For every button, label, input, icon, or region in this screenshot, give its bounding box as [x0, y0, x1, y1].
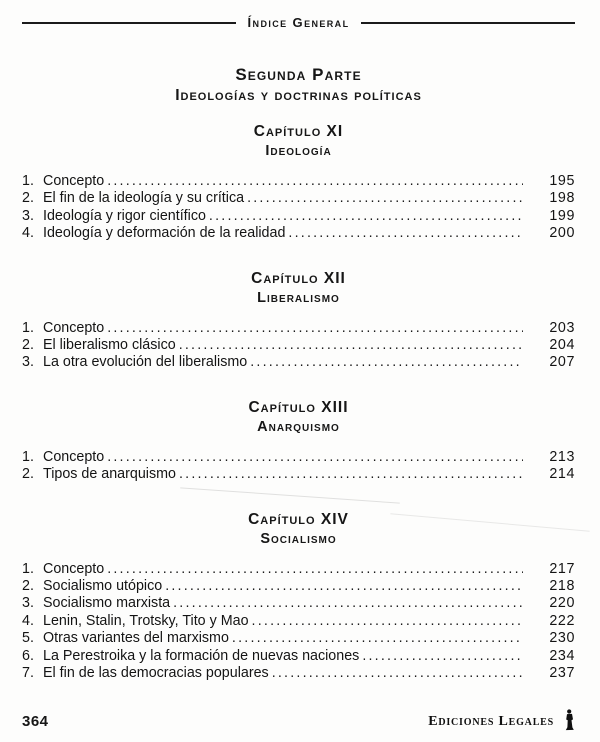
entry-page: 198 — [549, 190, 575, 207]
entry-dot-leader — [107, 561, 523, 578]
entry-dot-leader — [107, 173, 523, 190]
chapter-entries — [22, 561, 575, 683]
chapter-title: Capítulo XI — [253, 123, 344, 140]
entry-title: Concepto — [43, 173, 105, 189]
chapter-subtitle: Anarquismo — [257, 418, 340, 435]
entry-title: Concepto — [43, 560, 105, 577]
entry-number: 3. — [22, 207, 34, 224]
chapter-subtitle: Ideología — [265, 143, 332, 159]
toc-chapters — [22, 106, 575, 683]
chapter-entries — [22, 320, 575, 372]
entry-number: 2. — [22, 578, 34, 595]
entry-number: 2. — [22, 466, 34, 483]
header-rule-right — [361, 22, 575, 24]
publisher-name: Ediciones Legales — [428, 714, 554, 729]
entry-dot-leader — [173, 595, 523, 612]
toc-entry-row — [22, 337, 575, 354]
entry-title: Concepto — [43, 319, 105, 336]
statue-figure-icon — [563, 709, 575, 731]
entry-dot-leader — [179, 337, 523, 354]
publisher — [428, 709, 575, 730]
toc-entry-row — [22, 320, 575, 337]
entry-page: 214 — [549, 466, 575, 483]
chapter-subtitle: Liberalismo — [257, 289, 340, 306]
entry-number: 5. — [22, 630, 34, 647]
entry-number: 1. — [22, 560, 34, 577]
entry-page: 213 — [549, 448, 575, 465]
entry-number: 7. — [22, 665, 34, 682]
chapter-entries — [22, 449, 575, 484]
entry-dot-leader — [288, 225, 523, 242]
entry-dot-leader — [209, 208, 523, 225]
entry-title: Tipos de anarquismo — [43, 466, 176, 483]
header-rule-left — [22, 22, 236, 24]
entry-dot-leader — [247, 190, 523, 207]
entry-title: La Perestroika y la formación de nuevas naciones — [43, 647, 360, 664]
entry-dot-leader — [232, 630, 523, 647]
entry-page: 237 — [549, 665, 575, 682]
toc-entry-row — [22, 561, 575, 578]
entry-page: 230 — [549, 630, 575, 647]
entry-number: 6. — [22, 647, 34, 664]
entry-title: Socialismo marxista — [43, 595, 171, 612]
chapter-block — [22, 269, 575, 372]
entry-title: Concepto — [43, 448, 105, 465]
toc-entry-row — [22, 466, 575, 483]
chapter-entries — [22, 173, 575, 243]
entry-page: 222 — [549, 612, 575, 629]
entry-title: Ideología y rigor científico — [43, 207, 206, 224]
chapter-block — [22, 510, 575, 683]
entry-page: 200 — [549, 225, 575, 242]
page-header-title: Índice General — [247, 15, 350, 30]
page-footer — [22, 709, 575, 730]
page-number: 364 — [22, 713, 49, 730]
toc-entry-row — [22, 208, 575, 225]
entry-page: 217 — [549, 560, 575, 577]
toc-entry-row — [22, 595, 575, 612]
chapter-block — [22, 398, 575, 484]
entry-dot-leader — [272, 665, 523, 682]
entry-title: Otras variantes del marxismo — [43, 630, 229, 647]
toc-entry-row — [22, 225, 575, 242]
entry-dot-leader — [107, 449, 523, 466]
entry-dot-leader — [179, 466, 523, 483]
entry-title: El liberalismo clásico — [43, 337, 176, 354]
entry-title: Socialismo utópico — [43, 578, 163, 595]
toc-entry-row — [22, 354, 575, 371]
entry-dot-leader — [250, 354, 523, 371]
entry-dot-leader — [165, 578, 523, 595]
entry-page: 234 — [549, 647, 575, 664]
chapter-subtitle: Socialismo — [260, 530, 337, 547]
entry-number: 3. — [22, 354, 34, 371]
toc-entry-row — [22, 190, 575, 207]
entry-page: 207 — [549, 354, 575, 371]
chapter-heading — [22, 510, 575, 549]
entry-page: 195 — [549, 173, 575, 189]
chapter-title: Capítulo XIV — [248, 510, 349, 528]
entry-page: 220 — [549, 595, 575, 612]
part-subtitle: Ideologías y doctrinas políticas — [175, 87, 422, 104]
entry-page: 204 — [549, 337, 575, 354]
entry-page: 203 — [549, 319, 575, 336]
entry-title: Lenin, Stalin, Trotsky, Tito y Mao — [43, 612, 249, 629]
part-title: Segunda Parte — [235, 65, 362, 84]
entry-number: 1. — [22, 448, 34, 465]
entry-number: 2. — [22, 190, 34, 207]
entry-number: 1. — [22, 319, 34, 336]
part-heading — [22, 64, 575, 106]
toc-entry-row — [22, 630, 575, 647]
entry-title: El fin de la ideología y su crítica — [43, 190, 245, 207]
entry-number: 2. — [22, 337, 34, 354]
entry-dot-leader — [107, 320, 523, 337]
chapter-block — [22, 122, 575, 243]
toc-entry-row — [22, 665, 575, 682]
entry-page: 218 — [549, 578, 575, 595]
entry-number: 3. — [22, 595, 34, 612]
toc-entry-row — [22, 648, 575, 665]
entry-number: 1. — [22, 173, 34, 189]
chapter-title: Capítulo XII — [251, 269, 346, 287]
toc-entry-row — [22, 449, 575, 466]
entry-number: 4. — [22, 225, 34, 242]
chapter-title: Capítulo XIII — [248, 398, 349, 416]
chapter-heading — [22, 122, 575, 161]
entry-page: 199 — [549, 207, 575, 224]
chapter-heading — [22, 269, 575, 308]
entry-title: El fin de las democracias populares — [43, 665, 269, 682]
entry-title: La otra evolución del liberalismo — [43, 354, 248, 371]
entry-dot-leader — [362, 648, 523, 665]
entry-number: 4. — [22, 612, 34, 629]
entry-title: Ideología y deformación de la realidad — [43, 225, 286, 242]
entry-dot-leader — [252, 613, 523, 630]
chapter-heading — [22, 398, 575, 437]
page-header — [22, 15, 575, 30]
toc-entry-row — [22, 613, 575, 630]
toc-entry-row — [22, 578, 575, 595]
toc-entry-row — [22, 173, 575, 190]
